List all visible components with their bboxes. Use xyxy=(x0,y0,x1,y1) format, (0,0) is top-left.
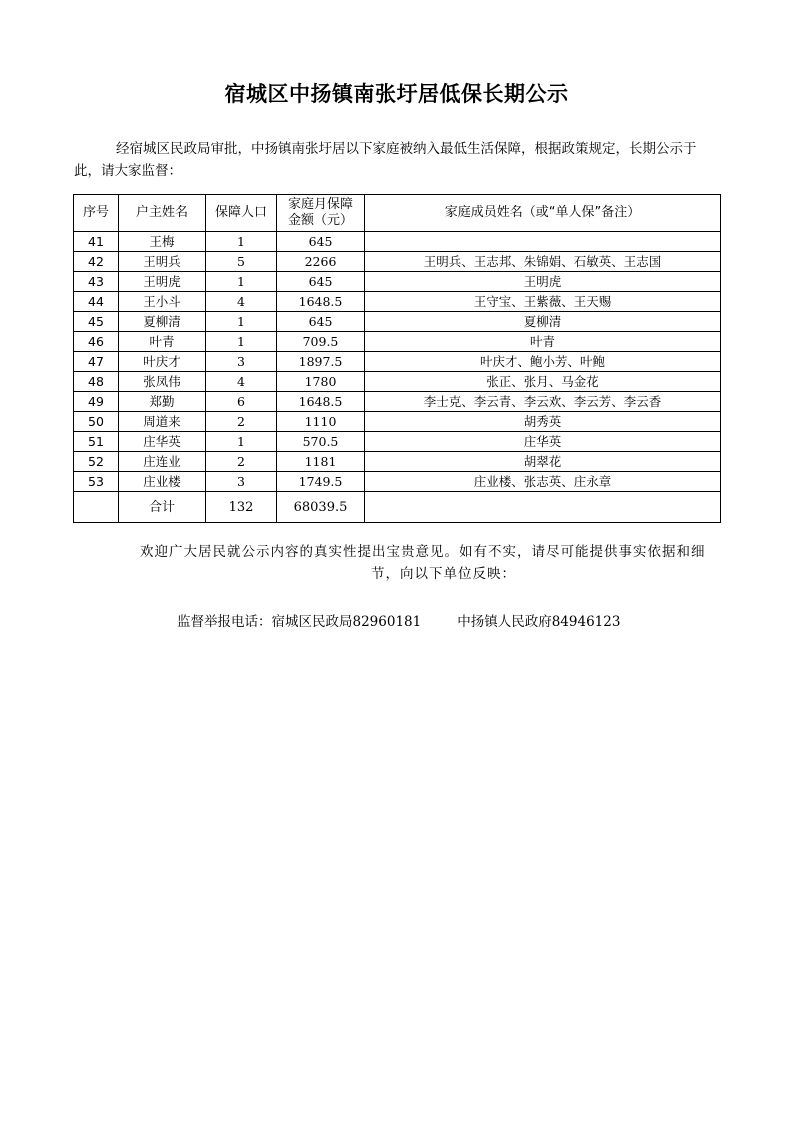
cell-members: 张正、张月、马金花 xyxy=(365,372,721,392)
table-row xyxy=(74,432,721,452)
cell-amount: 709.5 xyxy=(277,332,365,352)
table-row xyxy=(74,352,721,372)
cell-members xyxy=(365,232,721,252)
table-row xyxy=(74,472,721,492)
cell-no: 43 xyxy=(74,272,119,292)
table-row xyxy=(74,412,721,432)
contact-label: 监督举报电话： xyxy=(177,614,272,630)
cell-no: 48 xyxy=(74,372,119,392)
cell-head-name: 庄业楼 xyxy=(119,472,206,492)
cell-members: 夏柳清 xyxy=(365,312,721,332)
cell-head-name: 王梅 xyxy=(119,232,206,252)
table-row xyxy=(74,332,721,352)
table-row xyxy=(74,372,721,392)
cell-head-name: 王明兵 xyxy=(119,252,206,272)
cell-no: 52 xyxy=(74,452,119,472)
cell-members: 李士克、李云青、李云欢、李云芳、李云香 xyxy=(365,392,721,412)
cell-members: 胡翠花 xyxy=(365,452,721,472)
table-row xyxy=(74,232,721,252)
cell-amount: 1648.5 xyxy=(277,292,365,312)
cell-people: 1 xyxy=(206,332,277,352)
total-members xyxy=(365,492,721,523)
cell-amount: 645 xyxy=(277,312,365,332)
table-row xyxy=(74,392,721,412)
cell-head-name: 王明虎 xyxy=(119,272,206,292)
contact-town-government: 中扬镇人民政府84946123 xyxy=(457,614,621,630)
cell-people: 1 xyxy=(206,312,277,332)
cell-people: 1 xyxy=(206,272,277,292)
cell-head-name: 郑勤 xyxy=(119,392,206,412)
cell-amount: 2266 xyxy=(277,252,365,272)
cell-head-name: 王小斗 xyxy=(119,292,206,312)
table-row xyxy=(74,292,721,312)
cell-head-name: 庄连业 xyxy=(119,452,206,472)
table-row xyxy=(74,272,721,292)
cell-people: 1 xyxy=(206,232,277,252)
cell-no: 46 xyxy=(74,332,119,352)
header-members: 家庭成员姓名（或“单人保”备注） xyxy=(365,195,721,232)
assistance-table xyxy=(73,194,721,523)
cell-people: 2 xyxy=(206,452,277,472)
cell-head-name: 叶庆才 xyxy=(119,352,206,372)
header-people: 保障人口 xyxy=(206,195,277,232)
cell-no: 50 xyxy=(74,412,119,432)
cell-no: 53 xyxy=(74,472,119,492)
table-row xyxy=(74,252,721,272)
cell-no: 47 xyxy=(74,352,119,372)
table-header-row xyxy=(74,195,721,232)
cell-amount: 1749.5 xyxy=(277,472,365,492)
cell-no: 51 xyxy=(74,432,119,452)
cell-people: 5 xyxy=(206,252,277,272)
cell-members: 胡秀英 xyxy=(365,412,721,432)
cell-people: 3 xyxy=(206,352,277,372)
cell-amount: 645 xyxy=(277,272,365,292)
total-amount: 68039.5 xyxy=(277,492,365,523)
cell-members: 庄华英 xyxy=(365,432,721,452)
intro-paragraph: 经宿城区民政局审批，中扬镇南张圩居以下家庭被纳入最低生活保障，根据政策规定，长期公示于此，请大家监督： xyxy=(74,141,697,179)
cell-people: 6 xyxy=(206,392,277,412)
total-no xyxy=(74,492,119,523)
page-title: 宿城区中扬镇南张圩居低保长期公示 xyxy=(224,82,569,106)
cell-no: 42 xyxy=(74,252,119,272)
header-amount xyxy=(277,195,365,232)
cell-people: 1 xyxy=(206,432,277,452)
cell-head-name: 庄华英 xyxy=(119,432,206,452)
table-row xyxy=(74,312,721,332)
closing-line-2: 节，向以下单位反映： xyxy=(371,566,516,582)
contact-line xyxy=(177,610,737,630)
cell-amount: 1110 xyxy=(277,412,365,432)
cell-amount: 1181 xyxy=(277,452,365,472)
cell-members: 王明兵、王志邦、朱锦娟、石敏英、王志国 xyxy=(365,252,721,272)
cell-head-name: 周道来 xyxy=(119,412,206,432)
cell-members: 王明虎 xyxy=(365,272,721,292)
header-head-name: 户主姓名 xyxy=(119,195,206,232)
cell-head-name: 夏柳清 xyxy=(119,312,206,332)
cell-head-name: 叶青 xyxy=(119,332,206,352)
cell-no: 41 xyxy=(74,232,119,252)
table-row xyxy=(74,452,721,472)
cell-members: 叶庆才、鲍小芳、叶鲍 xyxy=(365,352,721,372)
cell-members: 王守宝、王紫薇、王天赐 xyxy=(365,292,721,312)
closing-line-1: 欢迎广大居民就公示内容的真实性提出宝贵意见。如有不实，请尽可能提供事实依据和细 xyxy=(140,544,706,560)
cell-people: 4 xyxy=(206,292,277,312)
cell-no: 45 xyxy=(74,312,119,332)
contact-civil-affairs: 宿城区民政局82960181 xyxy=(271,614,422,630)
cell-people: 3 xyxy=(206,472,277,492)
total-label: 合计 xyxy=(119,492,206,523)
cell-amount: 1897.5 xyxy=(277,352,365,372)
cell-members: 庄业楼、张志英、庄永章 xyxy=(365,472,721,492)
total-people: 132 xyxy=(206,492,277,523)
cell-members: 叶青 xyxy=(365,332,721,352)
header-amount-line1: 家庭月保障 xyxy=(287,197,353,212)
cell-amount: 570.5 xyxy=(277,432,365,452)
cell-people: 4 xyxy=(206,372,277,392)
cell-amount: 645 xyxy=(277,232,365,252)
cell-people: 2 xyxy=(206,412,277,432)
cell-head-name: 张凤伟 xyxy=(119,372,206,392)
cell-amount: 1780 xyxy=(277,372,365,392)
total-row xyxy=(74,492,721,523)
header-amount-line2: 金额（元） xyxy=(287,213,353,228)
cell-no: 44 xyxy=(74,292,119,312)
header-no: 序号 xyxy=(74,195,119,232)
cell-no: 49 xyxy=(74,392,119,412)
closing-paragraph xyxy=(140,541,730,585)
cell-amount: 1648.5 xyxy=(277,392,365,412)
